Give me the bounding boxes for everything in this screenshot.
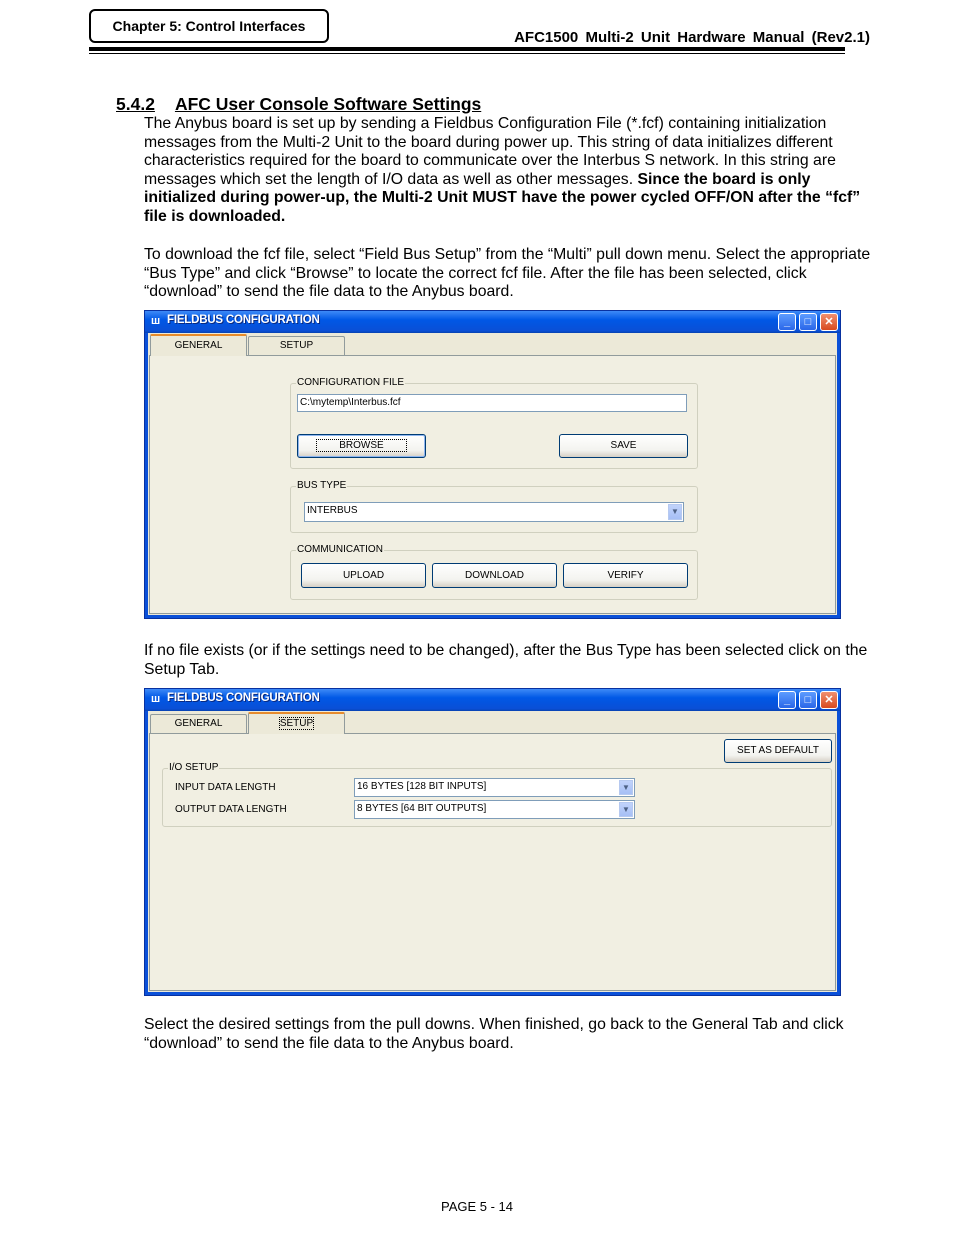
minimize-icon[interactable]: _ (778, 313, 796, 331)
header-rule (89, 47, 845, 51)
window-title: FIELDBUS CONFIGURATION (167, 314, 320, 326)
section-title: AFC User Console Software Settings (174, 94, 482, 114)
window-title: FIELDBUS CONFIGURATION (167, 692, 320, 704)
communication-legend: COMMUNICATION (297, 544, 383, 555)
fieldbus-window-general (144, 310, 841, 619)
general-panel (149, 355, 836, 614)
window-client (148, 333, 837, 615)
intro-text: The Anybus board is set up by sending a Fieldbus Configuration File (*.fcf) containing initialization messages from the Multi-2 Unit to the board during power up. This string of data initializes different characteristics required for the board to communicate over the Interbus S network. In this string are messages which set the length of I/O data as well as other messages. (144, 115, 836, 188)
chevron-down-icon[interactable]: ▼ (619, 780, 633, 795)
minimize-icon[interactable]: _ (778, 691, 796, 709)
output-length-select[interactable] (354, 800, 635, 819)
tab-general[interactable]: GENERAL (150, 714, 247, 733)
tab-setup[interactable] (248, 712, 345, 734)
bus-type-legend: BUS TYPE (297, 480, 347, 491)
tab-general[interactable]: GENERAL (150, 334, 247, 356)
maximize-icon[interactable]: □ (799, 691, 817, 709)
save-button[interactable]: SAVE (559, 434, 688, 458)
fieldbus-window-setup (144, 688, 841, 996)
communication-group (290, 544, 698, 600)
maximize-icon[interactable]: □ (799, 313, 817, 331)
section-heading (116, 94, 481, 115)
config-file-legend: CONFIGURATION FILE (297, 377, 405, 388)
browse-button-label: BROWSE (317, 440, 405, 451)
chevron-down-icon[interactable]: ▼ (668, 504, 682, 520)
setup-tab-instructions: If no file exists (or if the settings need to be changed), after the Bus Type has been selected click on the Setup Tab. (144, 642, 868, 678)
manual-title: AFC1500 Multi-2 Unit Hardware Manual (Rev2.1) (514, 29, 870, 46)
download-instructions: To download the fcf file, select “Field Bus Setup” from the “Multi” pull down menu. Select the appropriate “Bus Type” and click “Browse” to locate the correct fcf file. After the file has been selected, click “download” to send the file data to the Anybus board. (144, 246, 871, 301)
chevron-down-icon[interactable]: ▼ (619, 802, 633, 817)
config-file-input[interactable]: C:\mytemp\Interbus.fcf (297, 394, 687, 412)
set-as-default-button[interactable]: SET AS DEFAULT (724, 739, 832, 763)
browse-button[interactable] (297, 434, 426, 458)
bus-type-value: INTERBUS (307, 505, 358, 516)
power-cycle-warning: Since the board is only initialized during power-up, the Multi-2 Unit MUST have the power cycled OFF/ON after the “fcf” file is downloaded. (144, 170, 861, 225)
tab-setup[interactable]: SETUP (248, 336, 345, 355)
page-number: PAGE 5 - 14 (440, 1199, 513, 1214)
io-setup-group (162, 762, 832, 827)
input-length-label: INPUT DATA LENGTH (175, 782, 276, 793)
io-setup-legend: I/O SETUP (169, 762, 219, 773)
close-icon[interactable]: ✕ (820, 313, 838, 331)
close-icon[interactable]: ✕ (820, 691, 838, 709)
title-bar (145, 311, 840, 333)
output-length-value: 8 BYTES [64 BIT OUTPUTS] (357, 803, 487, 814)
section-number: 5.4.2 (116, 94, 155, 114)
app-icon: ш (151, 315, 160, 327)
upload-button[interactable]: UPLOAD (301, 563, 426, 588)
final-instructions: Select the desired settings from the pull downs. When finished, go back to the General Tab and click “download” to send the file data to the Anybus board. (144, 1016, 844, 1052)
app-icon: ш (151, 693, 160, 705)
chapter-label: Chapter 5: Control Interfaces (89, 9, 329, 43)
output-length-label: OUTPUT DATA LENGTH (175, 804, 287, 815)
window-client (148, 711, 837, 992)
title-bar (145, 689, 840, 711)
setup-panel (149, 733, 836, 991)
verify-button[interactable]: VERIFY (563, 563, 688, 588)
bus-type-group (290, 480, 698, 533)
download-button[interactable]: DOWNLOAD (432, 563, 557, 588)
config-file-group (290, 377, 698, 469)
header-rule-thin (89, 53, 845, 54)
tab-setup-label: SETUP (279, 718, 314, 729)
input-length-value: 16 BYTES [128 BIT INPUTS] (357, 781, 487, 792)
bus-type-select[interactable] (304, 502, 684, 522)
input-length-select[interactable] (354, 778, 635, 797)
intro-paragraph (144, 115, 872, 227)
